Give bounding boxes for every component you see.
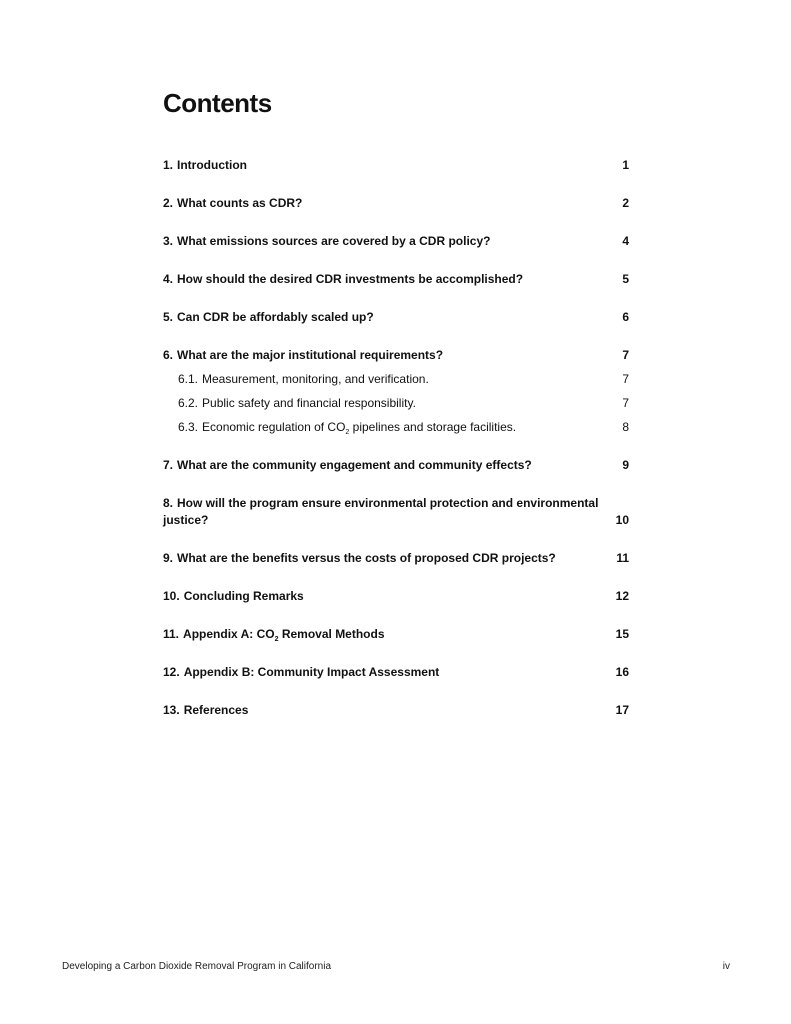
- toc-entry-label: 13. References: [163, 703, 249, 717]
- toc-subentry-public-safety[interactable]: [178, 395, 629, 412]
- toc-entry-label: 12. Appendix B: Community Impact Assessment: [163, 665, 440, 679]
- toc-entry-emissions-sources[interactable]: [163, 233, 629, 250]
- toc-subentry-label: 6.2. Public safety and financial responsibility.: [178, 396, 416, 410]
- toc-entry-references[interactable]: [163, 702, 629, 719]
- toc-entry-label: 1. Introduction: [163, 158, 247, 172]
- toc-entry-community-engagement[interactable]: [163, 457, 629, 474]
- toc-entry-page: 12: [615, 589, 629, 603]
- toc-entry-page: 15: [615, 627, 629, 641]
- page-title: Contents: [163, 88, 272, 118]
- toc-entry-benefits-vs-costs[interactable]: [163, 550, 629, 567]
- toc-entry-page: 4: [622, 234, 629, 248]
- toc-entry-page: 6: [622, 310, 629, 324]
- toc-entry-appendix-a[interactable]: [163, 626, 629, 643]
- toc-subentry-economic-regulation[interactable]: [178, 419, 629, 436]
- toc-entry-page: 9: [622, 458, 629, 472]
- toc-subentry-page: 7: [622, 372, 629, 386]
- toc-entry-page: 16: [615, 665, 629, 679]
- toc-entry-label: 3. What emissions sources are covered by a CDR policy?: [163, 234, 491, 248]
- toc-entry-environmental-protection[interactable]: [163, 495, 629, 529]
- toc-entry-page: 5: [622, 272, 629, 286]
- toc-entry-label: 10. Concluding Remarks: [163, 589, 304, 603]
- footer-page-number: iv: [722, 961, 730, 972]
- toc-entry-label: 4. How should the desired CDR investments be accomplished?: [163, 272, 524, 286]
- toc-subentry-page: 7: [622, 396, 629, 410]
- toc-entry-label: 6. What are the major institutional requirements?: [163, 348, 444, 362]
- toc-entry-affordably-scaled[interactable]: [163, 309, 629, 326]
- toc-entry-label: 8. How will the program ensure environmental protection and environmental justice?: [163, 496, 599, 527]
- toc-subentry-mmv[interactable]: [178, 371, 629, 388]
- toc-subentry-page: 8: [622, 420, 629, 434]
- footer-document-title: Developing a Carbon Dioxide Removal Program in California: [62, 961, 332, 972]
- toc-entry-page: 1: [622, 158, 629, 172]
- toc-entry-label: 9. What are the benefits versus the costs of proposed CDR projects?: [163, 551, 556, 565]
- toc-entry-appendix-b[interactable]: [163, 664, 629, 681]
- toc-entry-page: 7: [622, 348, 629, 362]
- toc-entry-page: 10: [615, 513, 629, 527]
- toc-entry-label: 5. Can CDR be affordably scaled up?: [163, 310, 374, 324]
- toc-subentry-label: 6.1. Measurement, monitoring, and verification.: [178, 372, 429, 386]
- toc-entry-label: 2. What counts as CDR?: [163, 196, 303, 210]
- toc-entry-cdr-investments[interactable]: [163, 271, 629, 288]
- toc-entry-introduction[interactable]: [163, 157, 629, 174]
- toc-entry-what-counts-as-cdr[interactable]: [163, 195, 629, 212]
- toc-entry-concluding-remarks[interactable]: [163, 588, 629, 605]
- toc-entry-page: 2: [622, 196, 629, 210]
- table-of-contents: [163, 0, 629, 1024]
- toc-subentry-label: 6.3. Economic regulation of $CO_2$ pipelines and storage facilities.: [178, 420, 517, 436]
- toc-entry-institutional-requirements[interactable]: [163, 347, 629, 364]
- toc-entry-label: 11. Appendix A: $CO_2$ Removal Methods: [163, 627, 385, 643]
- toc-entry-page: 11: [616, 551, 629, 565]
- toc-entry-label: 7. What are the community engagement and community effects?: [163, 458, 532, 472]
- toc-entry-page: 17: [615, 703, 629, 717]
